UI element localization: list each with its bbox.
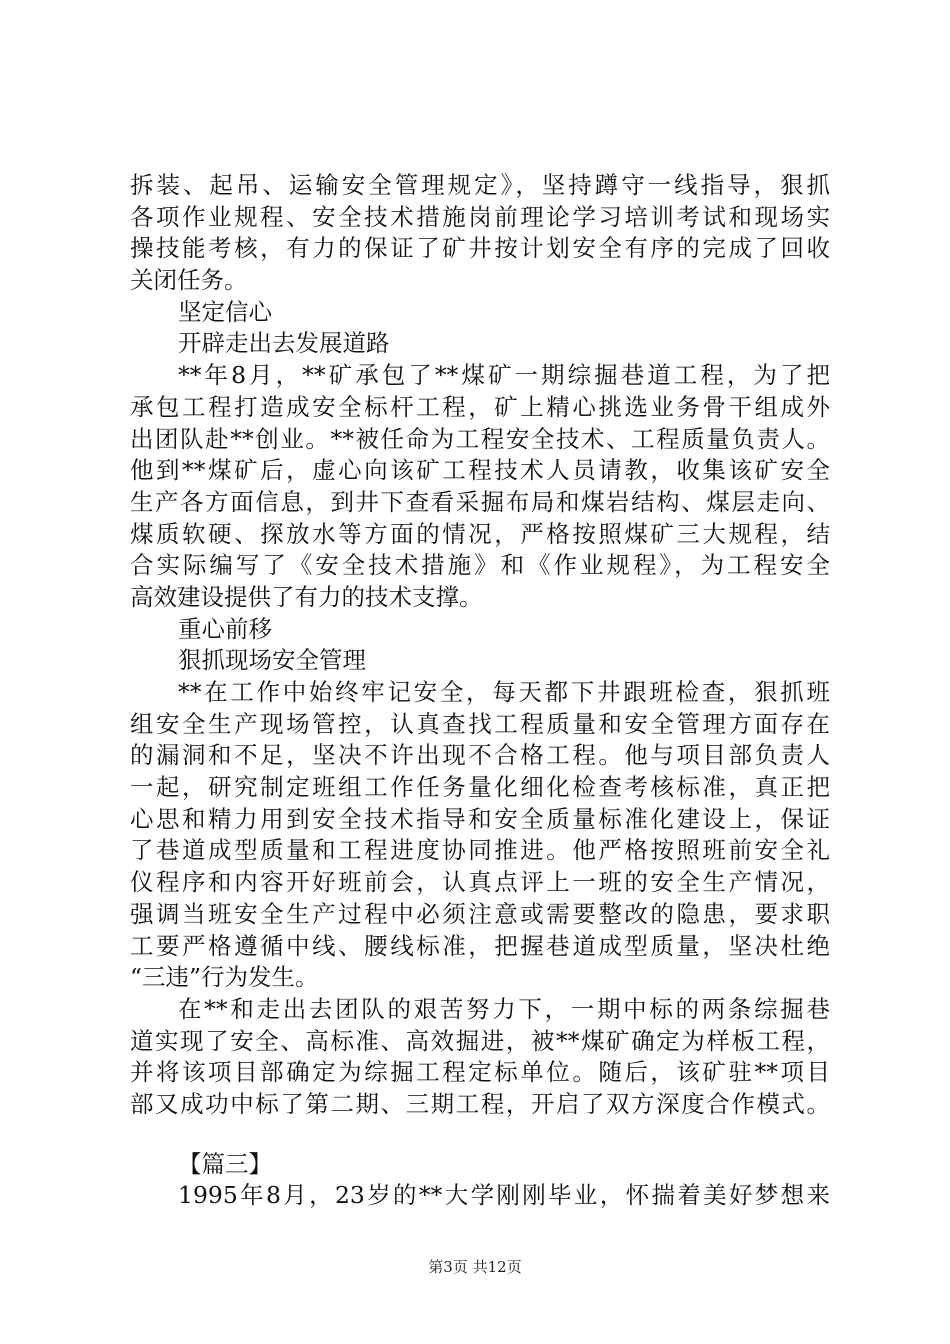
text-line: 他到**煤矿后，虚心向该矿工程技术人员请教，收集该矿安全 — [130, 456, 830, 485]
text-line: 部又成功中标了第二期、三期工程，开启了双方深度合作模式。 — [130, 1089, 830, 1118]
text-line: 强调当班安全生产过程中必须注意或需要整改的隐患，要求职 — [130, 899, 830, 928]
text-line: 关闭任务。 — [130, 266, 248, 295]
text-line: 重心前移 — [178, 614, 272, 643]
text-line: 并将该项目部确定为综掘工程定标单位。随后，该矿驻**项目 — [130, 1058, 830, 1087]
text-line: 工要严格遵循中线、腰线标准，把握巷道成型质量，坚决杜绝 — [130, 931, 830, 960]
text-line: 在**和走出去团队的艰苦努力下，一期中标的两条综掘巷 — [178, 994, 830, 1023]
text-line: 开辟走出去发展道路 — [178, 329, 390, 358]
body-section-1 — [130, 170, 830, 1121]
text-line: 了巷道成型质量和工程进度协同推进。他严格按照班前安全礼 — [130, 836, 830, 865]
text-line: 1995年8月，23岁的**大学刚刚毕业，怀揣着美好梦想来 — [178, 1181, 830, 1210]
text-line: 狠抓现场安全管理 — [178, 646, 366, 675]
page-footer: 第3页 共12页 — [428, 1258, 522, 1276]
text-line: **在工作中始终牢记安全，每天都下井跟班检查，狠抓班 — [178, 678, 830, 706]
document-body — [130, 170, 830, 1212]
text-line: 承包工程打造成安全标杆工程，矿上精心挑选业务骨干组成外 — [130, 392, 830, 421]
text-line: 坚定信心 — [178, 297, 272, 326]
text-line: 操技能考核，有力的保证了矿井按计划安全有序的完成了回收 — [130, 234, 830, 263]
text-line: 心思和精力用到安全技术指导和安全质量标准化建设上，保证 — [130, 804, 830, 833]
text-line: 出团队赴**创业。**被任命为工程安全技术、工程质量负责人。 — [130, 424, 830, 453]
text-line: 一起，研究制定班组工作任务量化细化检查考核标准，真正把 — [130, 773, 830, 802]
text-line: 合实际编写了《安全技术措施》和《作业规程》，为工程安全 — [130, 551, 830, 580]
body-section-2 — [130, 1149, 830, 1212]
text-line: 拆装、起吊、运输安全管理规定》，坚持蹲守一线指导，狠抓 — [130, 171, 830, 199]
text-line: 高效建设提供了有力的技术支撑。 — [130, 582, 483, 611]
text-line: “三违”行为发生。 — [130, 963, 319, 992]
text-line: 的漏洞和不足，坚决不许出现不合格工程。他与项目部负责人 — [130, 741, 830, 770]
text-line: 仪程序和内容开好班前会，认真点评上一班的安全生产情况， — [130, 868, 830, 897]
text-line: 煤质软硬、探放水等方面的情况，严格按照煤矿三大规程，结 — [130, 519, 830, 548]
text-line: 组安全生产现场管控，认真查找工程质量和安全管理方面存在 — [130, 709, 830, 738]
text-line: **年8月，**矿承包了**煤矿一期综掘巷道工程，为了把 — [178, 361, 830, 390]
text-line: 各项作业规程、安全技术措施岗前理论学习培训考试和现场实 — [130, 202, 830, 231]
text-line: 道实现了安全、高标准、高效掘进，被**煤矿确定为样板工程， — [130, 1026, 830, 1055]
text-line: 生产各方面信息，到井下查看采掘布局和煤岩结构、煤层走向、 — [130, 487, 830, 516]
text-line: 【篇三】 — [178, 1149, 272, 1178]
section-gap — [130, 1121, 830, 1149]
